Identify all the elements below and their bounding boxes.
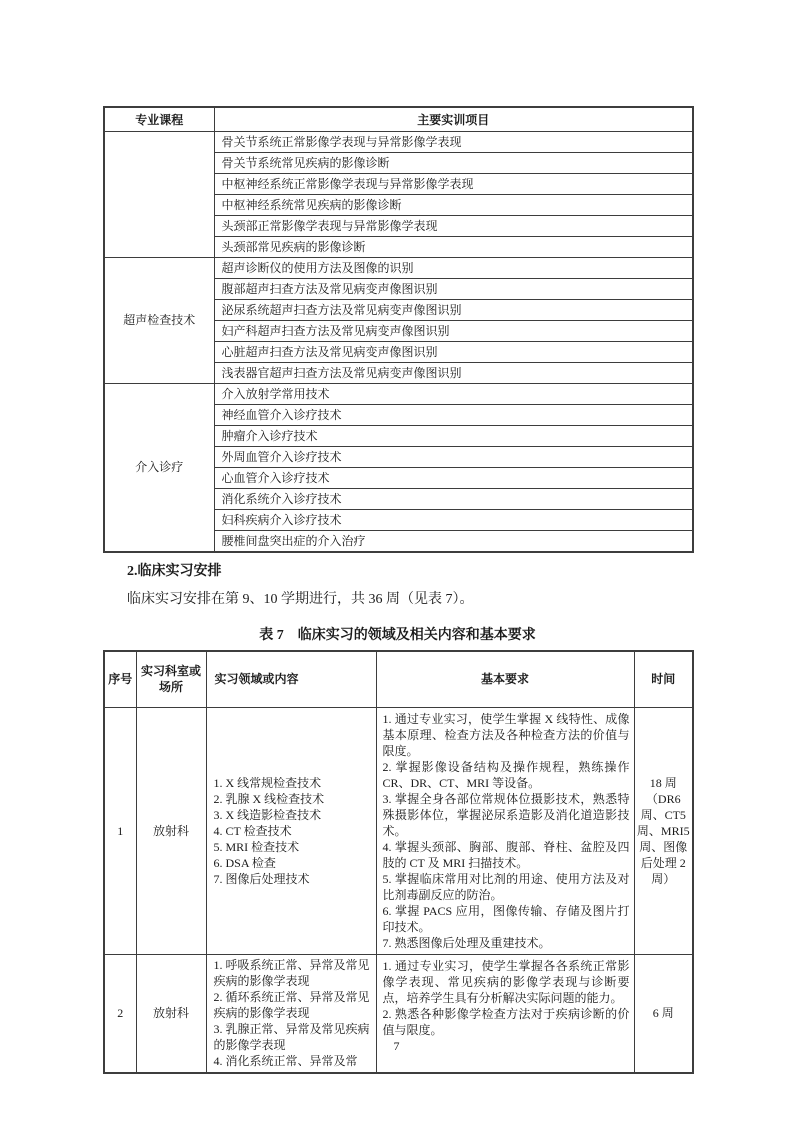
internship-header-requirements: 基本要求 [376,651,634,707]
table7-caption: 表 7 临床实习的领域及相关内容和基本要求 [259,628,536,643]
training-item-cell: 头颈部常见疾病的影像诊断 [214,237,693,258]
course-table-row [104,258,693,279]
internship-cell-no: 1 [104,707,136,954]
internship-cell-requirements [376,707,634,954]
course-group-label-cell: 介入诊疗 [104,384,214,553]
course-table-body [104,132,693,553]
requirement-line: 4. 掌握头颈部、胸部、腹部、脊柱、盆腔及四肢的 CT 及 MRI 扫描技术。 [382,839,630,870]
training-item-cell: 介入放射学常用技术 [214,384,693,405]
content-line: 7. 图像后处理技术 [213,871,310,886]
content-line: 1. X 线常规检查技术 [213,775,322,790]
internship-cell-content [206,954,376,1073]
content-line: 3. X 线造影检查技术 [213,807,322,822]
internship-cell-requirements [376,954,634,1073]
training-item-cell: 妇产科超声扫查方法及常见病变声像图识别 [214,321,693,342]
requirement-line: 3. 掌握全身各部位常规体位摄影技术，熟悉特殊摄影体位，掌握泌尿系造影及消化道造影技术。 [382,791,630,838]
internship-cell-dept: 放射科 [136,954,206,1073]
content-line: 4. 消化系统正常、异常及常 [213,1054,358,1069]
internship-header-content: 实习领域或内容 [206,651,376,707]
internship-header-dept: 实习科室或场所 [136,651,206,707]
training-item-cell: 腰椎间盘突出症的介入治疗 [214,531,693,553]
training-item-cell: 浅表器官超声扫查方法及常见病变声像图识别 [214,363,693,384]
course-table-row [104,132,693,153]
course-table-header-row [104,107,693,132]
section-paragraph: 临床实习安排在第 9、10 学期进行，共 36 周（见表 7）。 [127,592,474,607]
requirement-line: 7. 熟悉图像后处理及重建技术。 [382,935,551,950]
course-training-table [103,106,694,553]
internship-header-no: 序号 [104,651,136,707]
page-number: 7 [393,1039,400,1053]
course-table-header-course: 专业课程 [104,107,214,132]
internship-cell-content [206,707,376,954]
training-item-cell: 头颈部正常影像学表现与异常影像学表现 [214,216,693,237]
training-item-cell: 肿瘤介入诊疗技术 [214,426,693,447]
training-item-cell: 外周血管介入诊疗技术 [214,447,693,468]
requirement-line: 1. 通过专业实习，使学生掌握各各系统正常影像学表现、常见疾病的影像学表现与诊断要点，培养学生具有分析解决实际问题的能力。 [382,958,630,1005]
internship-cell-time: 6 周 [634,954,693,1073]
requirement-line: 5. 掌握临床常用对比剂的用途、使用方法及对比剂毒副反应的防治。 [382,871,630,902]
requirement-line: 1. 通过专业实习，使学生掌握 X 线特性、成像基本原理、检查方法及各种检查方法的价值与限度。 [382,711,630,758]
training-item-cell: 消化系统介入诊疗技术 [214,489,693,510]
requirement-line: 2. 熟悉各种影像学检查方法对于疾病诊断的价值与限度。 [382,1006,630,1037]
course-table-header-projects: 主要实训项目 [214,107,693,132]
internship-table-header-row [104,651,693,707]
content-line: 3. 乳腺正常、异常及常见疾病的影像学表现 [213,1022,370,1053]
internship-header-time: 时间 [634,651,693,707]
section-heading: 2.临床实习安排 [127,564,222,579]
requirement-line: 2. 掌握影像设备结构及操作规程，熟练操作 CR、DR、CT、MRI 等设备。 [382,759,630,790]
course-table-row [104,384,693,405]
internship-table [103,650,694,1074]
training-item-cell: 心血管介入诊疗技术 [214,468,693,489]
training-item-cell: 神经血管介入诊疗技术 [214,405,693,426]
training-item-cell: 腹部超声扫查方法及常见病变声像图识别 [214,279,693,300]
course-group-label-cell [104,132,214,258]
content-line: 4. CT 检查技术 [213,823,292,838]
training-item-cell: 中枢神经系统常见疾病的影像诊断 [214,195,693,216]
content-line: 5. MRI 检查技术 [213,839,300,854]
training-item-cell: 骨关节系统常见疾病的影像诊断 [214,153,693,174]
training-item-cell: 妇科疾病介入诊疗技术 [214,510,693,531]
course-group-label-cell: 超声检查技术 [104,258,214,384]
content-line: 6. DSA 检查 [213,855,276,870]
content-line: 2. 乳腺 X 线检查技术 [213,791,325,806]
internship-cell-time: 18 周（DR6 周、CT5 周、MRI5 周、图像后处理 2 周） [634,707,693,954]
internship-table-body [104,707,693,1073]
requirement-line: 6. 掌握 PACS 应用，图像传输、存储及图片打印技术。 [382,903,630,934]
training-item-cell: 泌尿系统超声扫查方法及常见病变声像图识别 [214,300,693,321]
internship-cell-dept: 放射科 [136,707,206,954]
internship-table-row [104,954,693,1073]
training-item-cell: 中枢神经系统正常影像学表现与异常影像学表现 [214,174,693,195]
internship-cell-no: 2 [104,954,136,1073]
training-item-cell: 心脏超声扫查方法及常见病变声像图识别 [214,342,693,363]
training-item-cell: 骨关节系统正常影像学表现与异常影像学表现 [214,132,693,153]
content-line: 2. 循环系统正常、异常及常见疾病的影像学表现 [213,990,370,1021]
content-line: 1. 呼吸系统正常、异常及常见疾病的影像学表现 [213,958,370,989]
training-item-cell: 超声诊断仪的使用方法及图像的识别 [214,258,693,279]
internship-table-row [104,707,693,954]
